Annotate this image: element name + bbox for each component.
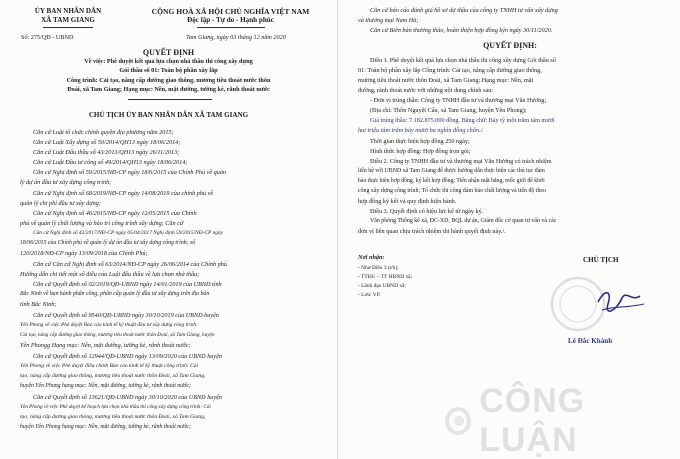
body-line: Căn cứ Luật Xây dựng số 50/2014/QH13 ngày 18/06/2014;	[33, 139, 181, 146]
article-line: Điều 3. Quyết định có hiệu lực kể từ ngày ký.	[370, 208, 484, 215]
recipient-item: - TTĐU – TT HĐND xã;	[358, 274, 413, 280]
national-slogan: Độc lập - Tự do - Hạnh phúc	[187, 16, 274, 24]
body-line: Yên Phongg Hạng mục: Nền, mặt đường, tường kè, rãnh thoát nước;	[20, 342, 191, 349]
article-line: - Đơn vị trúng thầu: Công ty TNHH đầu tư và thương mại Văn Hương;	[370, 97, 547, 104]
body-line: Căn cứ Nghị định số 42/2017/NĐ-CP ngày 05/04/2017 Nghị định 59/2015/NĐ-CP ngày	[33, 230, 224, 236]
decision-heading: QUYẾT ĐỊNH:	[483, 41, 537, 50]
article-line: hai triệu tám trăm bảy mươi ba nghìn đồng chẵn./.	[358, 127, 484, 134]
body-line: Căn cứ Nghị định số 68/2019/NĐ-CP ngày 14/08/2019 của chính phủ về	[33, 190, 214, 197]
intro-line: Căn cứ báo cáo đánh giá hồ sơ dự thầu của công ty TNHH tư vấn xây dựng	[370, 7, 558, 14]
article-line: bảo thực hiện hợp đồng, ký kết hợp đồng; Tiến nhận mặt bằng, mốc giới để khởi	[358, 178, 545, 184]
issuing-authority: CHỦ TỊCH ỦY BAN NHÂN DÂN XÃ TAM GIANG	[88, 111, 249, 119]
body-line: Căn cứ Quyết định số 02/2019/QĐ-UBND ngày 14/01/2019 của UBND tỉnh	[33, 281, 222, 288]
recipient-item: - Như Điều 3 (t/h);	[358, 265, 399, 271]
body-line: tỉnh Bắc Ninh;	[20, 301, 57, 308]
body-line: Căn cứ Nghị định số 46/2015/NĐ-CP ngày 12/05/2015 của Chính	[33, 210, 197, 217]
article-line: Giá trúng thầu: 7.182.875.000 đồng. Bằng chữ: Bảy tỷ một trăm tám mươi	[370, 117, 555, 124]
recipient-item: - Lãnh đạo UBND xã;	[358, 283, 406, 289]
article-line: Thời gian thực hiện hợp đồng 250 ngày;	[370, 138, 470, 145]
body-line: Hướng dẫn chi tiết một số điều của Luật đấu thầu về lựa chọn nhà thầu;	[20, 271, 200, 278]
signer-name: Lê Đắc Khánh	[568, 337, 613, 345]
body-line: Yên Phong về việc Phê duyệt Báo cáo kinh tế kỹ thuật đầu tư xây dựng công trình:	[20, 322, 198, 328]
article-line: mương tiêu thoát nước thôn Đoài, xã Tam Giang; Hạng mục: Nền, mặt	[358, 77, 534, 84]
body-line: 18/06/2015 của Chính phủ về quản lý dự án đầu tư xây dựng công trình; số	[20, 240, 196, 246]
body-line: Cải tạo, nâng cấp đường giao thông, mương tiêu thoát nước thôn Đoài, xã Tam Giang, huyện	[20, 332, 215, 338]
body-line: Căn cứ Căn cứ Nghị định số 63/2014/NĐ-CP ngày 26/06/2014 của Chính phủ	[33, 261, 227, 268]
article-line: hợp đồng ký kết và quy định hiện hành.	[358, 198, 457, 205]
article-line: đơn vị liên quan chịu trách nhiệm thi hành quyết định này./.	[358, 228, 506, 235]
body-line: Căn cứ Quyết định số 9540/QĐ-UBND ngày 30/10/2019 của UBND huyện	[33, 312, 219, 319]
intro-line: Căn cứ Biên bản thương thảo, hoàn thiện hợp đồng kýn ngày 30/11/2020.	[370, 27, 553, 34]
watermark-logo-icon	[445, 407, 471, 435]
body-line: Yên Phong về việc Phê duyệt điều chỉnh Báo cáo kinh tế kỹ thuật công trình: Cải	[20, 363, 199, 369]
body-line: huyện Yên Phong hạng mục: Nền, mặt đường, tường kè, rãnh thoát nước;	[20, 424, 191, 430]
subject-underline	[128, 99, 212, 100]
article-line: đường, rãnh thoát nước với những nội dung chính sau:	[358, 87, 494, 94]
body-line: huyện Yên Phong hạng mục: Nền, mặt đường, tường kè, rãnh thoát nước;	[20, 383, 191, 389]
recipients-title: Nơi nhận:	[358, 254, 385, 261]
official-seal-signature	[536, 262, 656, 342]
subject-line-2: Gói thầu số 01: Toàn bộ phần xây lắp	[119, 67, 218, 74]
article-line: Điều 2. Công ty TNHH đầu tư và thương mại Văn Hương có trách nhiệm	[370, 158, 552, 165]
issue-date: Tam Giang, ngày 03 tháng 12 năm 2020	[186, 34, 286, 41]
body-line: Căn cứ Luật Đấu thầu số 43/2013/QH13 ngày 26/11/2013;	[33, 149, 180, 156]
intro-line: và thương mại Nam Hà;	[358, 17, 419, 24]
article-line: Hình thức hợp đồng: Hợp đồng trọn gói;	[370, 148, 471, 155]
document-number: Số: 275/QĐ - UBND	[21, 34, 74, 41]
body-line: Căn cứ Luật Đầu tư công số 49/2014/QH13 ngày 18/06/2014;	[33, 159, 188, 166]
body-line: Yên Phong về việc Phê duyệt kế hoạch lựa chọn nhà thầu thi công xây dựng công trình: Cải	[20, 404, 211, 410]
agency-underline	[43, 27, 93, 28]
article-line: 01: Toàn bộ phần xây lắp Công trình: Cải tạo, nâng cấp đường giao thông,	[358, 67, 542, 74]
recipient-item: - Lưu: VP.	[358, 292, 381, 298]
article-line: Điều 1. Phê duyệt kết quả lựa chọn nhà thầu thi công xây dựng Gói thầu số	[370, 57, 556, 64]
body-line: Căn cứ Luật tổ chức chính quyền địa phương năm 2015;	[33, 129, 174, 136]
body-line: Căn cứ Nghị định số 59/2015/NĐ-CP ngày 18/6/2015 của Chính Phủ về quản	[33, 169, 227, 176]
agency-line-1: ỦY BAN NHÂN DÂN	[34, 7, 102, 15]
subject-line-1: Về việc: Phê duyệt kết quả lựa chọn nhà thầu thi công xây dựng	[84, 58, 253, 65]
watermark-text: CÔNG LUẬN	[479, 382, 586, 459]
signer-title: CHỦ TỊCH	[583, 256, 619, 264]
body-line: lý dự án đầu tư xây dựng công trình;	[20, 179, 112, 186]
subject-line-3: Công trình: Cải tạo, nâng cấp đường giao thông, mương tiêu thoát nước thôn	[66, 77, 271, 84]
article-line: liên hệ với UBND xã Tam Giang để được hướng dẫn thực hiện các thủ tục đảm	[358, 168, 545, 174]
body-line: 120/2018/NĐ-CP ngày 13/09/2018 của Chính Phủ;	[20, 250, 148, 257]
body-line: Bắc Ninh về ban hành phân công, phân cấp quản lý đầu tư xây dựng trên địa bàn	[20, 291, 210, 297]
article-line: công xây dựng công trình; Tổ chức thi công đảm bảo chất lượng và tiến độ theo	[358, 188, 546, 194]
article-line: (Địa chỉ: Thôn Nguyệt Cẩu, xã Tam Giang, huyện Yên Phong);	[370, 107, 527, 114]
decision-title: QUYẾT ĐỊNH	[142, 48, 195, 57]
body-line: phủ về quản lý chất lượng và bảo trì công trình xây dựng; Căn cứ	[20, 220, 184, 227]
body-line: tạo, nâng cấp đường giao thông, mương tiêu thoát nước thôn Đoài, xã Tam Giang,	[20, 373, 206, 379]
body-line: Căn cứ Quyết định số 13621/QĐ-UBND ngày 30/10/2020 của UBND huyện	[33, 394, 222, 401]
subject-line-4: Đoài, xã Tam Giang; Hạng mục: Nền, mặt đường, tường kè, rãnh thoát nước	[67, 86, 270, 93]
article-line: Văn phòng Thống kê xã, ĐC-XD, BQL dự án, Giám đốc cơ quan tư vấn và các	[370, 218, 557, 224]
body-line: tạo, nâng cấp đường giao thông, mương tiêu thoát nước thôn Đoài, xã Tam Giang,	[20, 414, 206, 420]
national-motto: CỘNG HOÀ XÃ HỘI CHỦ NGHĨA VIỆT NAM	[151, 7, 310, 16]
news-watermark	[445, 382, 675, 459]
body-line: Căn cứ Quyết định số 12944/QĐ-UBND ngày 13/09/2020 của UBND huyện	[33, 353, 222, 360]
agency-line-2: XÃ TAM GIANG	[41, 16, 95, 24]
body-line: quản lý chi phí đầu tư xây dựng;	[20, 200, 101, 207]
document-page-1	[0, 0, 338, 459]
motto-underline	[197, 27, 265, 28]
